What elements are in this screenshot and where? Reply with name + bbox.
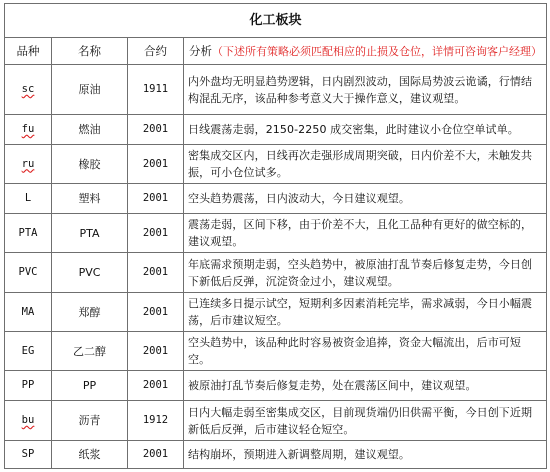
row-contract: 2001 [128, 115, 184, 145]
row-code [5, 115, 52, 145]
row-analysis: 日内大幅走弱至密集成交区，目前现货端仍旧供需平衡，今日创下近期新低后反弹，后市建议轻仓短空。 [184, 401, 547, 441]
table-row [5, 293, 547, 332]
header-analysis-label: 分析 [189, 43, 212, 58]
row-name: 塑料 [52, 184, 128, 214]
table-row [5, 214, 547, 253]
table-row [5, 441, 547, 469]
row-code: PP [5, 371, 52, 401]
row-contract: 2001 [128, 214, 184, 253]
row-name: PTA [52, 214, 128, 253]
row-analysis: 日线震荡走弱，2150-2250 成交密集，此时建议小仓位空单试单。 [184, 115, 547, 145]
row-name: 橡胶 [52, 145, 128, 184]
row-name: 沥青 [52, 401, 128, 441]
row-analysis: 震荡走弱，区间下移，由于价差不大，且化工品种有更好的做空标的，建议观望。 [184, 214, 547, 253]
chemical-sector-table-container [4, 3, 546, 469]
row-analysis: 空头趋势中，该品种此时容易被资金追捧，资金大幅流出，后市可短空。 [184, 332, 547, 371]
row-analysis: 内外盘均无明显趋势逻辑，日内剧烈波动，国际局势波云诡谲，行情结构混乱无序，该品种参考意义大于操作意义，建议观望。 [184, 65, 547, 115]
row-analysis: 已连续多日提示试空，短期利多因素消耗完毕，需求减弱，今日小幅震荡，后市建议短空。 [184, 293, 547, 332]
table-row [5, 401, 547, 441]
row-analysis: 年底需求预期走弱，空头趋势中，被原油打乱节奏后修复走势，今日创下新低后反弹，沉淀资金过小，建议观望。 [184, 253, 547, 293]
row-code-text: fu [21, 123, 35, 135]
table-row [5, 145, 547, 184]
row-contract: 1911 [128, 65, 184, 115]
row-contract: 2001 [128, 371, 184, 401]
row-code: EG [5, 332, 52, 371]
row-analysis: 结构崩坏，预期进入新调整周期，建议观望。 [184, 441, 547, 469]
row-code: PVC [5, 253, 52, 293]
row-code [5, 401, 52, 441]
row-name: PP [52, 371, 128, 401]
row-code [5, 65, 52, 115]
row-code-text: bu [21, 414, 35, 426]
table-row [5, 115, 547, 145]
row-analysis: 空头趋势震荡，日内波动大，今日建议观望。 [184, 184, 547, 214]
row-name: 乙二醇 [52, 332, 128, 371]
row-name: 原油 [52, 65, 128, 115]
row-contract: 2001 [128, 332, 184, 371]
table-row [5, 184, 547, 214]
row-code: SP [5, 441, 52, 469]
row-code: PTA [5, 214, 52, 253]
row-analysis: 密集成交区内，日线再次走强形成周期突破，日内价差不大，未触发共振，可小仓位试多。 [184, 145, 547, 184]
row-code: L [5, 184, 52, 214]
header-name: 名称 [52, 38, 128, 65]
row-contract: 2001 [128, 145, 184, 184]
table-row [5, 253, 547, 293]
row-contract: 2001 [128, 441, 184, 469]
row-code-text: ru [21, 157, 35, 170]
row-code-text: sc [21, 83, 35, 95]
table-row [5, 65, 547, 115]
header-contract: 合约 [128, 38, 184, 65]
row-contract: 1912 [128, 401, 184, 441]
table-row [5, 371, 547, 401]
row-name: 郑醇 [52, 293, 128, 332]
row-name: PVC [52, 253, 128, 293]
table-row [5, 332, 547, 371]
chemical-sector-table [4, 3, 547, 469]
header-risk-note: （下述所有策略必须匹配相应的止损及仓位，详情可咨询客户经理） [212, 44, 542, 58]
row-code: MA [5, 293, 52, 332]
title-row [5, 4, 547, 38]
row-code [5, 145, 52, 184]
row-contract: 2001 [128, 253, 184, 293]
row-contract: 2001 [128, 184, 184, 214]
row-name: 纸浆 [52, 441, 128, 469]
table-title: 化工板块 [5, 4, 547, 38]
row-name: 燃油 [52, 115, 128, 145]
header-code: 品种 [5, 38, 52, 65]
header-row [5, 38, 547, 65]
row-contract: 2001 [128, 293, 184, 332]
row-analysis: 被原油打乱节奏后修复走势，处在震荡区间中，建议观望。 [184, 371, 547, 401]
header-analysis [184, 38, 547, 65]
